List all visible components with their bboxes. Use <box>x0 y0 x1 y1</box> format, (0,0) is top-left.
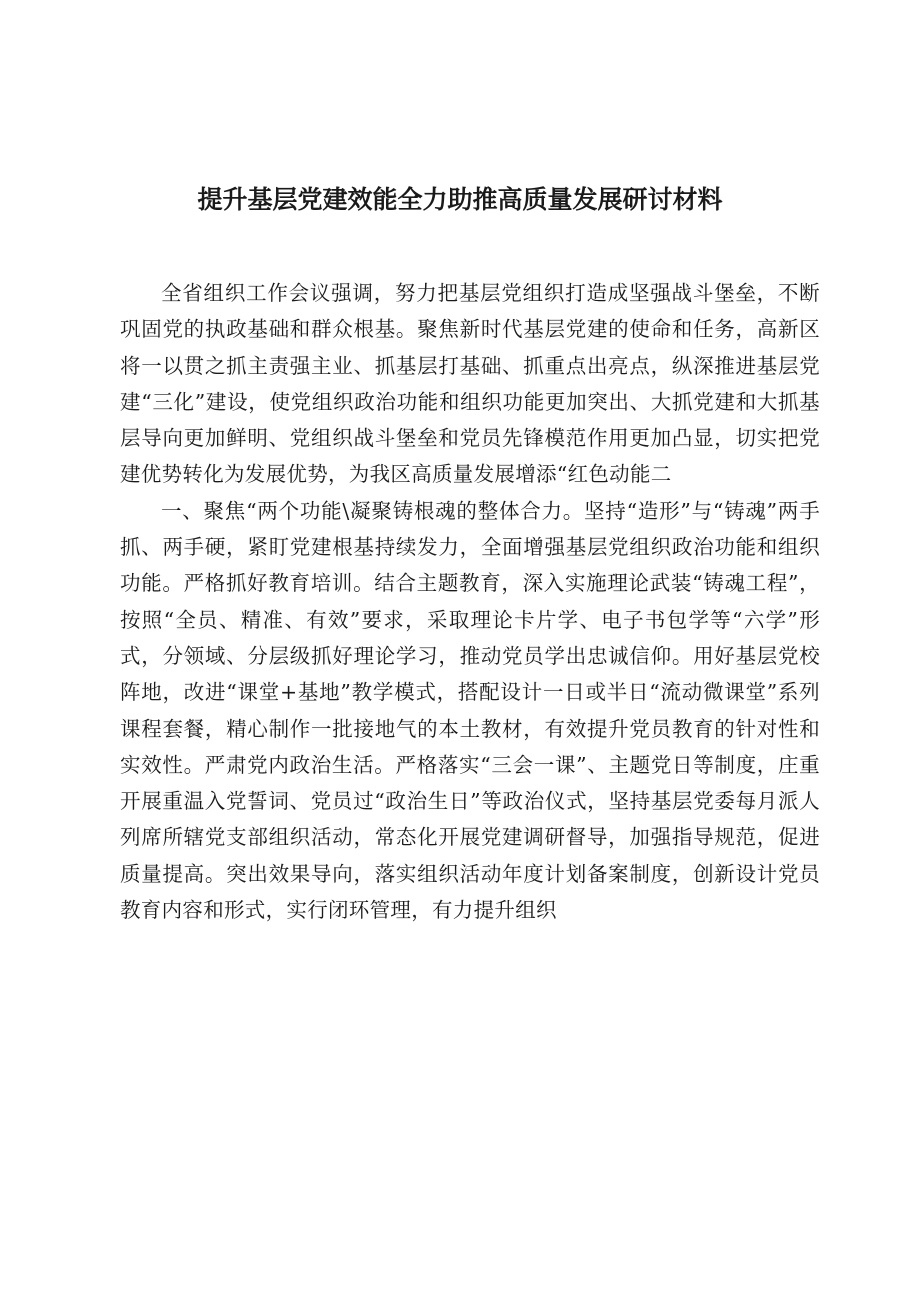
document-body <box>120 275 820 928</box>
paragraph-section-one: 一、聚焦“两个功能\凝聚铸根魂的整体合力。坚持“造形”与“铸魂”两手抓、两手硬，紧盯党建根基持续发力，全面增强基层党组织政治功能和组织功能。严格抓好教育培训。结合主题教育，深入实施理论武装“铸魂工程”，按照“全员、精准、有效”要求，采取理论卡片学、电子书包学等“六学”形式，分领域、分层级抓好理论学习，推动党员学出忠诚信仰。用好基层党校阵地，改进“课堂+基地”教学模式，搭配设计一日或半日“流动微课堂”系列课程套餐，精心制作一批接地气的本土教材，有效提升党员教育的针对性和实效性。严肃党内政治生活。严格落实“三会一课”、主题党日等制度，庄重开展重温入党誓词、党员过“政治生日”等政治仪式，坚持基层党委每月派人列席所辖党支部组织活动，常态化开展党建调研督导，加强指导规范，促进质量提高。突出效果导向，落实组织活动年度计划备案制度，创新设计党员教育内容和形式，实行闭环管理，有力提升组织 <box>120 498 820 923</box>
document-title: 提升基层党建效能全力助推高质量发展研讨材料 <box>197 185 723 214</box>
paragraph-intro: 全省组织工作会议强调，努力把基层党组织打造成坚强战斗堡垒，不断巩固党的执政基础和群众根基。聚焦新时代基层党建的使命和任务，高新区将一以贯之抓主责强主业、抓基层打基础、抓重点出亮点，纵深推进基层党建“三化”建设，使党组织政治功能和组织功能更加突出、大抓党建和大抓基层导向更加鲜明、党组织战斗堡垒和党员先锋模范作用更加凸显，切实把党建优势转化为发展优势，为我区高质量发展增添“红色动能二 <box>120 281 820 487</box>
